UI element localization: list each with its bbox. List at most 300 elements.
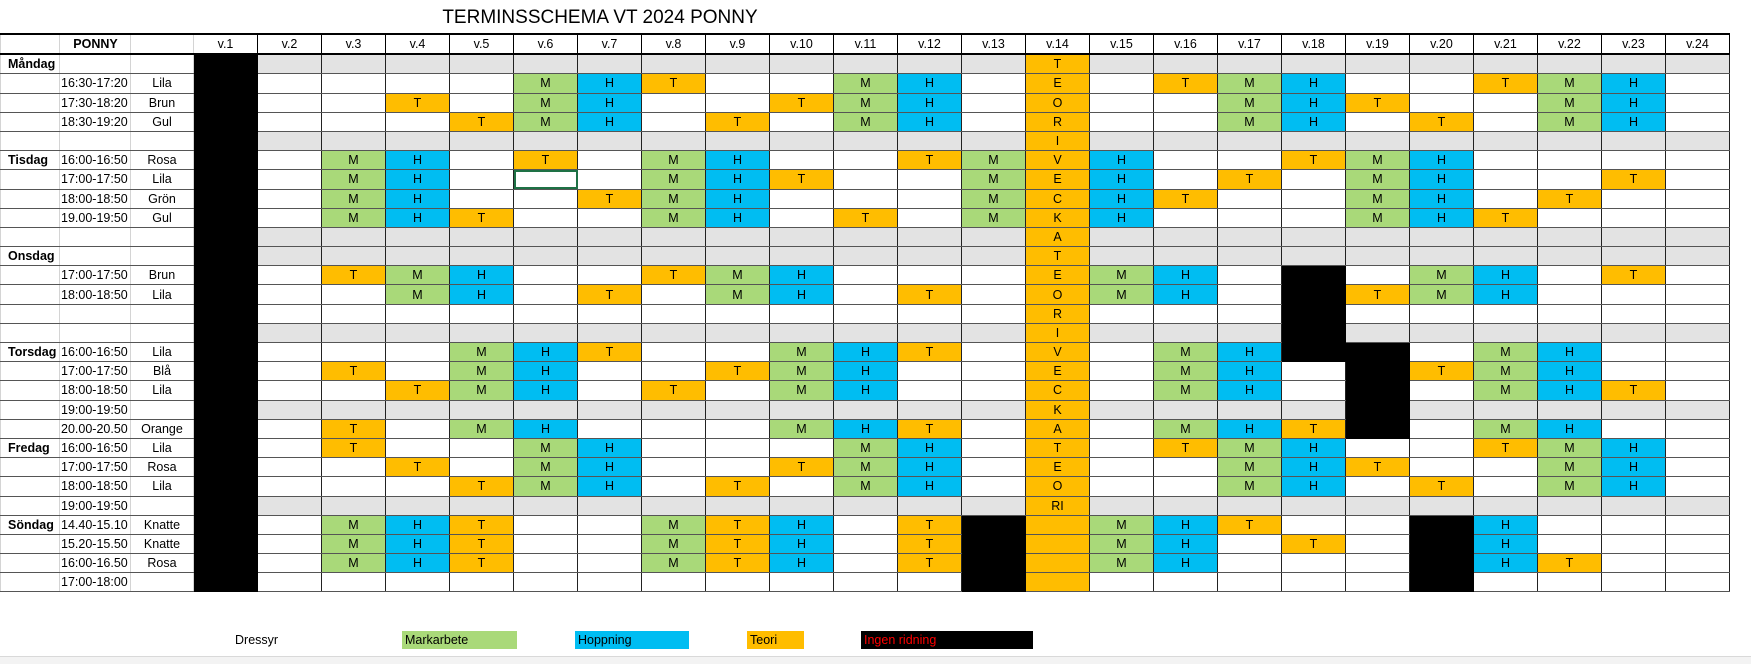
week-cell[interactable]: [1602, 131, 1666, 150]
week-cell[interactable]: [1090, 131, 1154, 150]
week-cell[interactable]: T: [770, 458, 834, 477]
week-cell[interactable]: [834, 323, 898, 342]
week-cell[interactable]: T: [770, 93, 834, 112]
week-cell[interactable]: [1538, 266, 1602, 285]
week-cell[interactable]: M: [1090, 534, 1154, 553]
week-cell[interactable]: H: [1154, 266, 1218, 285]
week-cell[interactable]: E: [1026, 458, 1090, 477]
week-cell[interactable]: [194, 247, 258, 266]
week-cell[interactable]: T: [1410, 362, 1474, 381]
week-cell[interactable]: [1410, 54, 1474, 74]
week-cell[interactable]: [1538, 496, 1602, 515]
week-cell[interactable]: H: [1090, 189, 1154, 208]
week-cell[interactable]: [194, 554, 258, 573]
week-cell[interactable]: H: [1154, 554, 1218, 573]
week-cell[interactable]: M: [770, 419, 834, 438]
week-cell[interactable]: [1666, 400, 1730, 419]
week-cell[interactable]: [1282, 323, 1346, 342]
week-cell[interactable]: T: [1346, 93, 1410, 112]
week-cell[interactable]: T: [1602, 266, 1666, 285]
week-cell[interactable]: [386, 400, 450, 419]
week-cell[interactable]: [258, 400, 322, 419]
week-cell[interactable]: T: [898, 554, 962, 573]
week-cell[interactable]: H: [1282, 112, 1346, 131]
week-cell[interactable]: [1602, 515, 1666, 534]
week-cell[interactable]: H: [770, 266, 834, 285]
week-cell[interactable]: T: [770, 170, 834, 189]
week-cell[interactable]: [1218, 323, 1282, 342]
week-cell[interactable]: [1538, 208, 1602, 227]
week-cell[interactable]: [1346, 515, 1410, 534]
week-cell[interactable]: H: [1410, 208, 1474, 227]
ponny-cell[interactable]: [131, 400, 194, 419]
week-cell[interactable]: T: [1538, 554, 1602, 573]
week-cell[interactable]: V: [1026, 343, 1090, 362]
week-cell[interactable]: M: [642, 170, 706, 189]
week-cell[interactable]: [1666, 554, 1730, 573]
week-cell[interactable]: [1218, 54, 1282, 74]
week-cell[interactable]: [1410, 458, 1474, 477]
week-cell[interactable]: T: [1410, 477, 1474, 496]
week-cell[interactable]: [1666, 515, 1730, 534]
week-cell[interactable]: M: [1218, 458, 1282, 477]
week-cell[interactable]: M: [706, 285, 770, 304]
week-cell[interactable]: [1602, 534, 1666, 553]
week-cell[interactable]: [1282, 131, 1346, 150]
day-cell[interactable]: [1, 304, 60, 323]
week-cell[interactable]: [578, 227, 642, 246]
week-cell[interactable]: [1410, 93, 1474, 112]
week-cell[interactable]: [770, 227, 834, 246]
ponny-cell[interactable]: Brun: [131, 93, 194, 112]
week-cell[interactable]: [1474, 247, 1538, 266]
week-cell[interactable]: [450, 573, 514, 592]
week-cell[interactable]: [1282, 54, 1346, 74]
week-cell[interactable]: [386, 74, 450, 93]
week-cell[interactable]: [1154, 477, 1218, 496]
week-cell[interactable]: [1602, 496, 1666, 515]
week-cell[interactable]: [962, 112, 1026, 131]
week-cell[interactable]: [834, 266, 898, 285]
week-cell[interactable]: [962, 362, 1026, 381]
week-cell[interactable]: [194, 458, 258, 477]
week-cell[interactable]: [1090, 477, 1154, 496]
day-cell[interactable]: [1, 458, 60, 477]
week-cell[interactable]: [1282, 515, 1346, 534]
week-cell[interactable]: T: [514, 151, 578, 170]
week-cell[interactable]: [834, 227, 898, 246]
week-cell[interactable]: [962, 400, 1026, 419]
time-cell[interactable]: 16:00-16.50: [60, 554, 131, 573]
week-cell[interactable]: [1282, 247, 1346, 266]
week-cell[interactable]: [706, 381, 770, 400]
week-cell[interactable]: [706, 400, 770, 419]
week-cell[interactable]: [1410, 496, 1474, 515]
week-cell[interactable]: [1154, 151, 1218, 170]
week-cell[interactable]: [514, 189, 578, 208]
week-cell[interactable]: [1090, 112, 1154, 131]
week-cell[interactable]: [258, 323, 322, 342]
week-cell[interactable]: T: [642, 381, 706, 400]
ponny-cell[interactable]: Grön: [131, 189, 194, 208]
week-cell[interactable]: [1218, 131, 1282, 150]
week-cell[interactable]: [258, 534, 322, 553]
week-cell[interactable]: [1666, 189, 1730, 208]
week-cell[interactable]: [258, 438, 322, 457]
week-cell[interactable]: M: [450, 381, 514, 400]
week-cell[interactable]: [834, 554, 898, 573]
week-cell[interactable]: [1346, 534, 1410, 553]
week-cell[interactable]: [322, 285, 386, 304]
week-cell[interactable]: [770, 400, 834, 419]
week-cell[interactable]: [578, 266, 642, 285]
week-cell[interactable]: H: [1538, 362, 1602, 381]
week-cell[interactable]: RI: [1026, 496, 1090, 515]
week-cell[interactable]: H: [706, 189, 770, 208]
week-cell[interactable]: [322, 304, 386, 323]
week-cell[interactable]: [578, 534, 642, 553]
week-cell[interactable]: T: [386, 381, 450, 400]
week-cell[interactable]: [834, 515, 898, 534]
week-cell[interactable]: M: [834, 458, 898, 477]
week-cell[interactable]: [1538, 534, 1602, 553]
week-cell[interactable]: [1090, 74, 1154, 93]
week-header[interactable]: v.22: [1538, 34, 1602, 54]
week-cell[interactable]: H: [706, 151, 770, 170]
week-cell[interactable]: [962, 419, 1026, 438]
week-cell[interactable]: E: [1026, 362, 1090, 381]
day-cell[interactable]: Söndag: [1, 515, 60, 534]
header-ponny-label[interactable]: PONNY: [60, 34, 131, 54]
week-cell[interactable]: [1154, 131, 1218, 150]
week-cell[interactable]: [1090, 458, 1154, 477]
week-cell[interactable]: [770, 208, 834, 227]
week-cell[interactable]: [1218, 208, 1282, 227]
week-cell[interactable]: [386, 247, 450, 266]
week-cell[interactable]: [1666, 131, 1730, 150]
week-cell[interactable]: [450, 189, 514, 208]
week-cell[interactable]: [962, 534, 1026, 553]
week-cell[interactable]: [1346, 477, 1410, 496]
week-cell[interactable]: [1538, 515, 1602, 534]
week-cell[interactable]: [194, 285, 258, 304]
week-cell[interactable]: [1154, 208, 1218, 227]
week-cell[interactable]: [642, 247, 706, 266]
week-cell[interactable]: [386, 112, 450, 131]
week-cell[interactable]: [1346, 323, 1410, 342]
week-cell[interactable]: [1538, 573, 1602, 592]
week-cell[interactable]: H: [898, 93, 962, 112]
week-cell[interactable]: H: [770, 515, 834, 534]
ponny-cell[interactable]: Lila: [131, 381, 194, 400]
week-cell[interactable]: [1346, 496, 1410, 515]
week-cell[interactable]: [1346, 266, 1410, 285]
week-cell[interactable]: [1090, 419, 1154, 438]
week-cell[interactable]: [1154, 400, 1218, 419]
week-cell[interactable]: [194, 151, 258, 170]
week-cell[interactable]: M: [514, 438, 578, 457]
week-cell[interactable]: [578, 573, 642, 592]
week-cell[interactable]: [450, 170, 514, 189]
time-cell[interactable]: [60, 227, 131, 246]
week-cell[interactable]: [1346, 400, 1410, 419]
week-cell[interactable]: [322, 54, 386, 74]
week-cell[interactable]: [514, 400, 578, 419]
week-cell[interactable]: T: [322, 419, 386, 438]
week-cell[interactable]: [578, 554, 642, 573]
week-cell[interactable]: T: [1282, 419, 1346, 438]
week-cell[interactable]: H: [834, 343, 898, 362]
week-cell[interactable]: H: [386, 554, 450, 573]
week-cell[interactable]: [578, 151, 642, 170]
week-cell[interactable]: T: [1282, 343, 1346, 362]
time-cell[interactable]: 18:00-18:50: [60, 381, 131, 400]
week-cell[interactable]: [258, 266, 322, 285]
week-cell[interactable]: [962, 381, 1026, 400]
week-cell[interactable]: H: [386, 151, 450, 170]
week-cell[interactable]: O: [1026, 285, 1090, 304]
week-cell[interactable]: [1346, 247, 1410, 266]
week-header[interactable]: v.14: [1026, 34, 1090, 54]
week-cell[interactable]: [770, 573, 834, 592]
week-cell[interactable]: [194, 381, 258, 400]
week-cell[interactable]: [258, 189, 322, 208]
day-cell[interactable]: [1, 208, 60, 227]
week-cell[interactable]: [258, 54, 322, 74]
ponny-cell[interactable]: Lila: [131, 343, 194, 362]
week-cell[interactable]: [1346, 74, 1410, 93]
week-cell[interactable]: [450, 323, 514, 342]
week-cell[interactable]: [642, 496, 706, 515]
week-cell[interactable]: M: [962, 151, 1026, 170]
week-cell[interactable]: H: [1090, 151, 1154, 170]
week-cell[interactable]: [898, 573, 962, 592]
week-cell[interactable]: H: [834, 419, 898, 438]
week-cell[interactable]: [1474, 323, 1538, 342]
week-cell[interactable]: [1602, 208, 1666, 227]
week-header[interactable]: v.20: [1410, 34, 1474, 54]
week-cell[interactable]: [1282, 496, 1346, 515]
week-cell[interactable]: M: [1090, 266, 1154, 285]
week-cell[interactable]: [1474, 189, 1538, 208]
week-cell[interactable]: K: [1026, 400, 1090, 419]
week-cell[interactable]: [1154, 247, 1218, 266]
week-cell[interactable]: [514, 54, 578, 74]
week-cell[interactable]: [1218, 534, 1282, 553]
week-cell[interactable]: T: [386, 458, 450, 477]
week-cell[interactable]: [1282, 227, 1346, 246]
week-cell[interactable]: [1218, 227, 1282, 246]
week-cell[interactable]: I: [1026, 131, 1090, 150]
week-cell[interactable]: [1602, 304, 1666, 323]
ponny-cell[interactable]: [131, 323, 194, 342]
week-header[interactable]: v.12: [898, 34, 962, 54]
week-cell[interactable]: T: [450, 554, 514, 573]
week-cell[interactable]: [1666, 362, 1730, 381]
week-cell[interactable]: M: [1474, 362, 1538, 381]
week-cell[interactable]: [834, 54, 898, 74]
week-cell[interactable]: [962, 343, 1026, 362]
week-cell[interactable]: H: [706, 170, 770, 189]
week-cell[interactable]: [194, 170, 258, 189]
week-cell[interactable]: [194, 323, 258, 342]
week-cell[interactable]: T: [1538, 189, 1602, 208]
week-cell[interactable]: M: [322, 208, 386, 227]
week-cell[interactable]: [258, 419, 322, 438]
week-cell[interactable]: T: [898, 343, 962, 362]
week-cell[interactable]: [642, 343, 706, 362]
week-cell[interactable]: [194, 93, 258, 112]
week-cell[interactable]: [962, 131, 1026, 150]
week-cell[interactable]: H: [1410, 151, 1474, 170]
week-cell[interactable]: [706, 458, 770, 477]
week-cell[interactable]: M: [514, 74, 578, 93]
time-cell[interactable]: 17:00-17:50: [60, 458, 131, 477]
week-cell[interactable]: [194, 515, 258, 534]
week-cell[interactable]: [642, 458, 706, 477]
week-cell[interactable]: M: [322, 554, 386, 573]
week-cell[interactable]: M: [450, 343, 514, 362]
week-cell[interactable]: M: [962, 189, 1026, 208]
week-cell[interactable]: T: [898, 285, 962, 304]
week-cell[interactable]: [1218, 496, 1282, 515]
week-cell[interactable]: A: [1026, 227, 1090, 246]
week-cell[interactable]: [578, 400, 642, 419]
header-day-cell[interactable]: [1, 34, 60, 54]
ponny-cell[interactable]: [131, 304, 194, 323]
week-cell[interactable]: [386, 323, 450, 342]
week-cell[interactable]: M: [514, 477, 578, 496]
week-cell[interactable]: [386, 419, 450, 438]
week-cell[interactable]: [1090, 93, 1154, 112]
ponny-cell[interactable]: [131, 247, 194, 266]
week-cell[interactable]: H: [578, 112, 642, 131]
week-cell[interactable]: M: [1474, 381, 1538, 400]
week-header[interactable]: v.18: [1282, 34, 1346, 54]
week-cell[interactable]: [898, 131, 962, 150]
week-cell[interactable]: [770, 54, 834, 74]
week-cell[interactable]: [834, 247, 898, 266]
week-cell[interactable]: [770, 131, 834, 150]
week-cell[interactable]: M: [834, 477, 898, 496]
week-cell[interactable]: [834, 131, 898, 150]
week-header[interactable]: v.21: [1474, 34, 1538, 54]
week-cell[interactable]: [642, 112, 706, 131]
week-cell[interactable]: [514, 208, 578, 227]
week-cell[interactable]: H: [1474, 534, 1538, 553]
week-cell[interactable]: M: [1538, 74, 1602, 93]
week-cell[interactable]: [1218, 554, 1282, 573]
week-cell[interactable]: [1346, 381, 1410, 400]
week-cell[interactable]: [578, 208, 642, 227]
week-cell[interactable]: H: [578, 74, 642, 93]
week-cell[interactable]: M: [642, 208, 706, 227]
week-cell[interactable]: [1346, 573, 1410, 592]
week-cell[interactable]: [1090, 54, 1154, 74]
week-header[interactable]: v.4: [386, 34, 450, 54]
week-cell[interactable]: [1666, 54, 1730, 74]
week-cell[interactable]: [258, 151, 322, 170]
week-cell[interactable]: [962, 227, 1026, 246]
week-cell[interactable]: [898, 496, 962, 515]
week-cell[interactable]: [514, 247, 578, 266]
ponny-cell[interactable]: [131, 131, 194, 150]
week-cell[interactable]: [1538, 323, 1602, 342]
week-cell[interactable]: H: [1218, 419, 1282, 438]
week-cell[interactable]: [514, 496, 578, 515]
week-cell[interactable]: [450, 247, 514, 266]
week-cell[interactable]: [514, 534, 578, 553]
week-cell[interactable]: [578, 131, 642, 150]
week-cell[interactable]: H: [386, 189, 450, 208]
ponny-cell[interactable]: Knatte: [131, 534, 194, 553]
day-cell[interactable]: [1, 266, 60, 285]
week-cell[interactable]: M: [770, 343, 834, 362]
week-cell[interactable]: [1410, 304, 1474, 323]
week-cell[interactable]: [706, 227, 770, 246]
week-cell[interactable]: [258, 515, 322, 534]
ponny-cell[interactable]: [131, 573, 194, 592]
week-cell[interactable]: [258, 170, 322, 189]
week-cell[interactable]: [1602, 419, 1666, 438]
week-cell[interactable]: [258, 131, 322, 150]
week-cell[interactable]: M: [1218, 477, 1282, 496]
week-cell[interactable]: H: [1154, 285, 1218, 304]
week-cell[interactable]: M: [1538, 438, 1602, 457]
time-cell[interactable]: 17:00-17:50: [60, 170, 131, 189]
week-cell[interactable]: [194, 208, 258, 227]
week-cell[interactable]: [1666, 477, 1730, 496]
week-cell[interactable]: H: [578, 93, 642, 112]
week-cell[interactable]: M: [1538, 458, 1602, 477]
week-cell[interactable]: [1538, 304, 1602, 323]
time-cell[interactable]: 18:00-18:50: [60, 285, 131, 304]
week-cell[interactable]: [1282, 400, 1346, 419]
day-cell[interactable]: [1, 227, 60, 246]
week-cell[interactable]: [1282, 285, 1346, 304]
week-cell[interactable]: T: [1282, 151, 1346, 170]
week-cell[interactable]: T: [578, 189, 642, 208]
week-cell[interactable]: [322, 496, 386, 515]
week-cell[interactable]: H: [450, 285, 514, 304]
week-cell[interactable]: [322, 477, 386, 496]
week-cell[interactable]: [1346, 343, 1410, 362]
time-cell[interactable]: 16:00-16:50: [60, 438, 131, 457]
week-cell[interactable]: [834, 534, 898, 553]
week-cell[interactable]: K: [1026, 208, 1090, 227]
week-cell[interactable]: [258, 573, 322, 592]
ponny-cell[interactable]: Lila: [131, 74, 194, 93]
week-cell[interactable]: [962, 573, 1026, 592]
ponny-cell[interactable]: Rosa: [131, 151, 194, 170]
week-cell[interactable]: [1218, 400, 1282, 419]
week-cell[interactable]: M: [1090, 554, 1154, 573]
week-cell[interactable]: [1154, 304, 1218, 323]
week-cell[interactable]: [1538, 131, 1602, 150]
week-cell[interactable]: T: [578, 285, 642, 304]
week-cell[interactable]: [898, 208, 962, 227]
time-cell[interactable]: [60, 323, 131, 342]
week-cell[interactable]: H: [514, 419, 578, 438]
ponny-cell[interactable]: Lila: [131, 285, 194, 304]
week-cell[interactable]: [1602, 362, 1666, 381]
week-cell[interactable]: [898, 304, 962, 323]
week-cell[interactable]: [1410, 515, 1474, 534]
week-cell[interactable]: E: [1026, 266, 1090, 285]
day-cell[interactable]: Måndag: [1, 54, 60, 74]
day-cell[interactable]: [1, 554, 60, 573]
week-cell[interactable]: [1602, 285, 1666, 304]
